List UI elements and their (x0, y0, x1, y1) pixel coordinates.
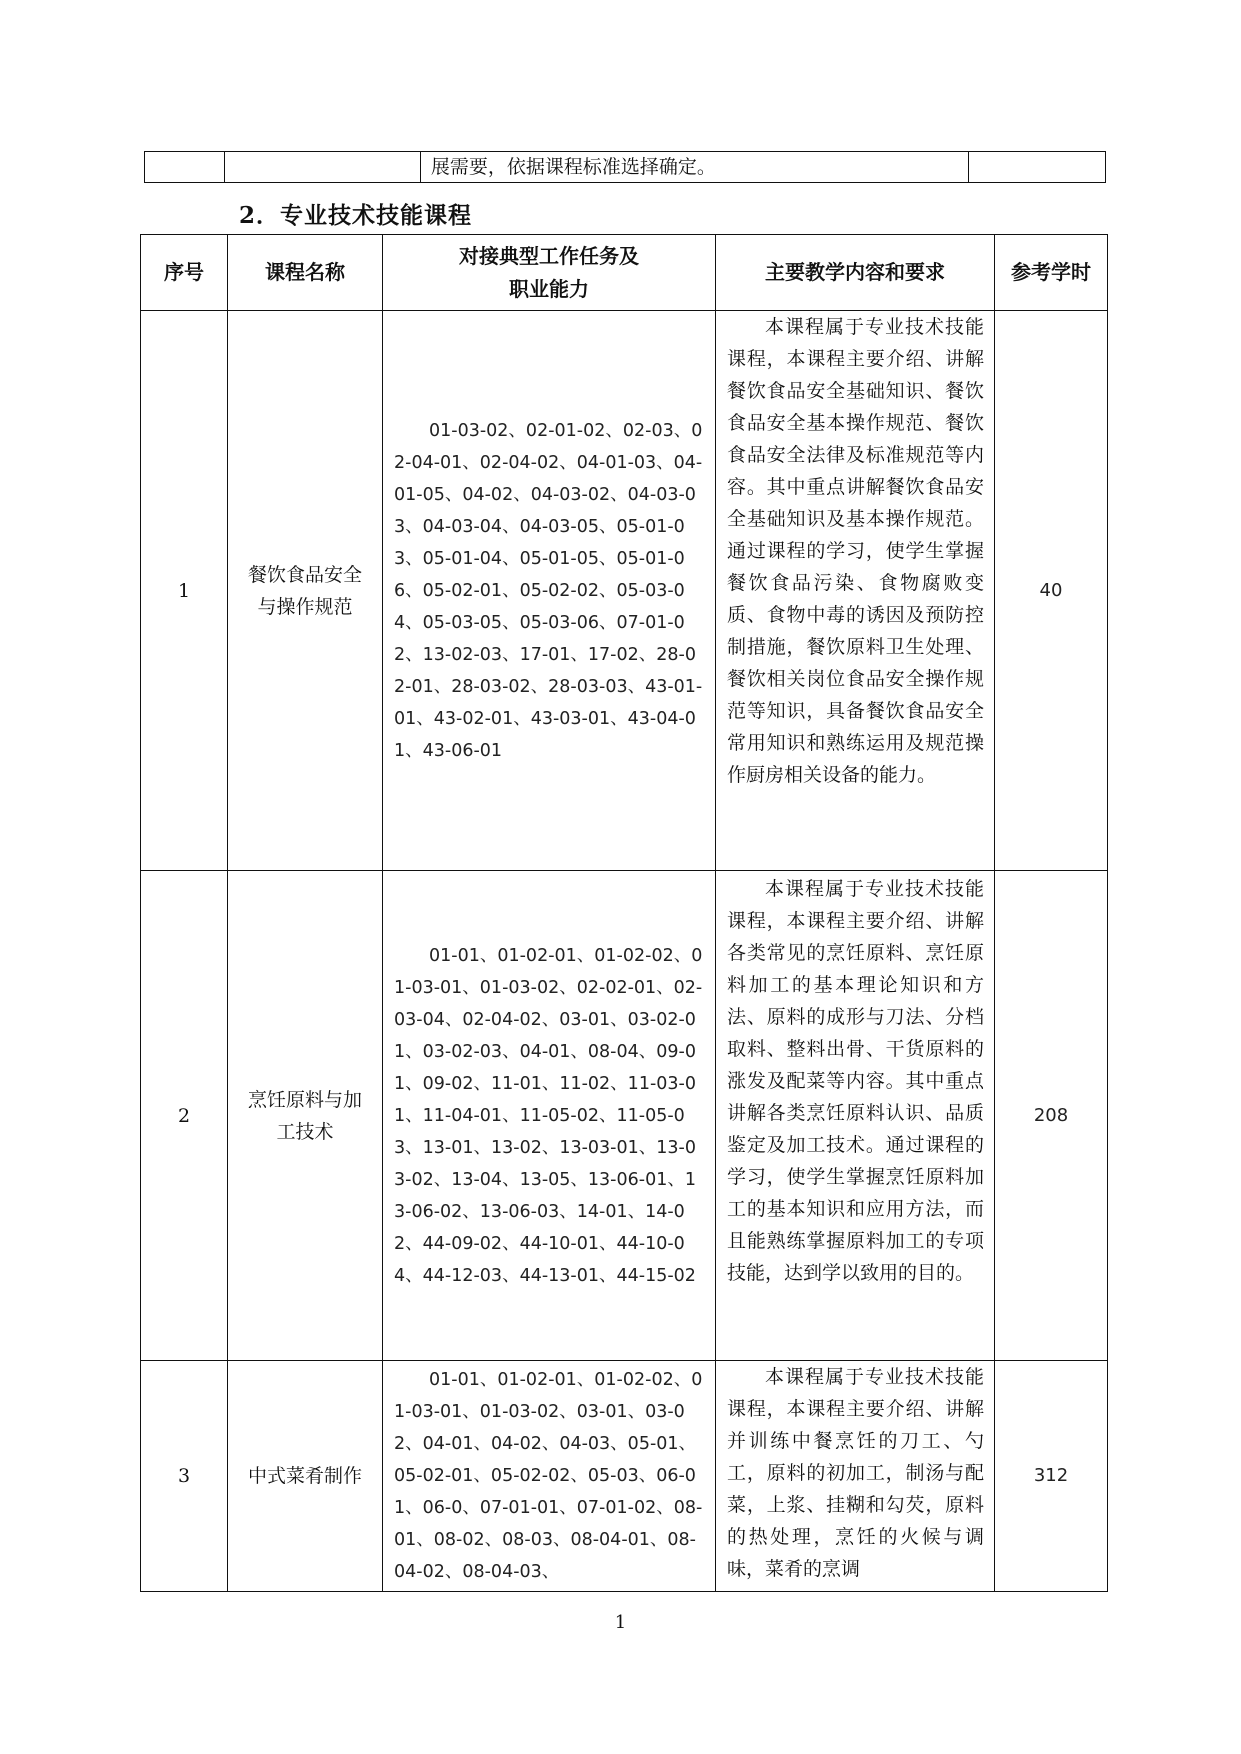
row-task-codes: 01-03-02、02-01-02、02-03、02-04-01、02-04-02、04-01-03、04-01-05、04-02、04-03-02、04-03-03、04-03-04、04-03-05、05-01-03、05-01-04、05-01-05、05-01-06、05-02-01、05-02-02、05-03-04、05-03-05、05-03-06、07-01-02、13-02-03、17-01、17-02、28-02-01、28-03-02、28-03-03、43-01-01、43-02-01、43-03-01、43-04-01、43-06-01 (383, 311, 716, 871)
table-row (141, 1361, 1108, 1592)
row-hours: 40 (995, 311, 1108, 871)
row-hours: 312 (995, 1361, 1108, 1592)
row-content: 本课程属于专业技术技能课程，本课程主要介绍、讲解餐饮食品安全基础知识、餐饮食品安全基本操作规范、餐饮食品安全法律及标准规范等内容。其中重点讲解餐饮食品安全基础知识及基本操作规范。通过课程的学习，使学生掌握餐饮食品污染、食物腐败变质、食物中毒的诱因及预防控制措施，餐饮原料卫生处理、餐饮相关岗位食品安全操作规范等知识，具备餐饮食品安全常用知识和熟练运用及规范操作厨房相关设备的能力。 (716, 311, 995, 871)
header-hours: 参考学时 (995, 235, 1108, 311)
page-number: 1 (614, 1612, 627, 1633)
row-content: 本课程属于专业技术技能课程，本课程主要介绍、讲解各类常见的烹饪原料、烹饪原料加工的基本理论知识和方法、原料的成形与刀法、分档取料、整料出骨、干货原料的涨发及配菜等内容。其中重点讲解各类烹饪原料认识、品质鉴定及加工技术。通过课程的学习，使学生掌握烹饪原料加工的基本知识和应用方法，而且能熟练掌握原料加工的专项技能，达到学以致用的目的。 (716, 871, 995, 1361)
row-hours: 208 (995, 871, 1108, 1361)
header-tasks-line2: 职业能力 (509, 276, 589, 301)
previous-table-remnant (144, 151, 1106, 183)
course-name-text: 烹饪原料与加工技术 (247, 1088, 362, 1143)
table-row (141, 871, 1108, 1361)
table-cell (225, 152, 421, 183)
header-tasks-line1: 对接典型工作任务及 (459, 243, 639, 268)
row-content: 本课程属于专业技术技能课程，本课程主要介绍、讲解并训练中餐烹饪的刀工、勺工，原料的初加工，制汤与配菜，上浆、挂糊和勾芡，原料的热处理，烹饪的火候与调味，菜肴的烹调 (716, 1361, 995, 1592)
table-header-row (141, 235, 1108, 311)
table-cell (145, 152, 225, 183)
row-task-codes: 01-01、01-02-01、01-02-02、01-03-01、01-03-02、03-01、03-02、04-01、04-02、04-03、05-01、05-02-01、05-02-02、05-03、06-01、06-0、07-01-01、07-01-02、08-01、08-02、08-03、08-04-01、08-04-02、08-04-03、 (383, 1361, 716, 1592)
header-content: 主要教学内容和要求 (716, 235, 995, 311)
header-course-name: 课程名称 (228, 235, 383, 311)
row-task-codes: 01-01、01-02-01、01-02-02、01-03-01、01-03-02、02-02-01、02-03-04、02-04-02、03-01、03-02-01、03-02-03、04-01、08-04、09-01、09-02、11-01、11-02、11-03-01、11-04-01、11-05-02、11-05-03、13-01、13-02、13-03-01、13-03-02、13-04、13-05、13-06-01、13-06-02、13-06-03、14-01、14-02、44-09-02、44-10-01、44-10-04、44-12-03、44-13-01、44-15-02 (383, 871, 716, 1361)
row-index: 3 (141, 1361, 228, 1592)
course-name-text: 中式菜肴制作 (247, 1465, 362, 1487)
table-row (145, 152, 1106, 183)
row-index: 2 (141, 871, 228, 1361)
header-tasks (383, 235, 716, 311)
table-cell (969, 152, 1106, 183)
row-index: 1 (141, 311, 228, 871)
course-name-text: 餐饮食品安全与操作规范 (247, 563, 362, 618)
remnant-text: 展需要，依据课程标准选择确定。 (420, 152, 968, 183)
row-course-name (228, 311, 383, 871)
row-course-name (228, 1361, 383, 1592)
course-table (140, 234, 1108, 1592)
header-index: 序号 (141, 235, 228, 311)
table-row (141, 311, 1108, 871)
row-course-name (228, 871, 383, 1361)
section-title: 2．专业技术技能课程 (239, 202, 473, 229)
